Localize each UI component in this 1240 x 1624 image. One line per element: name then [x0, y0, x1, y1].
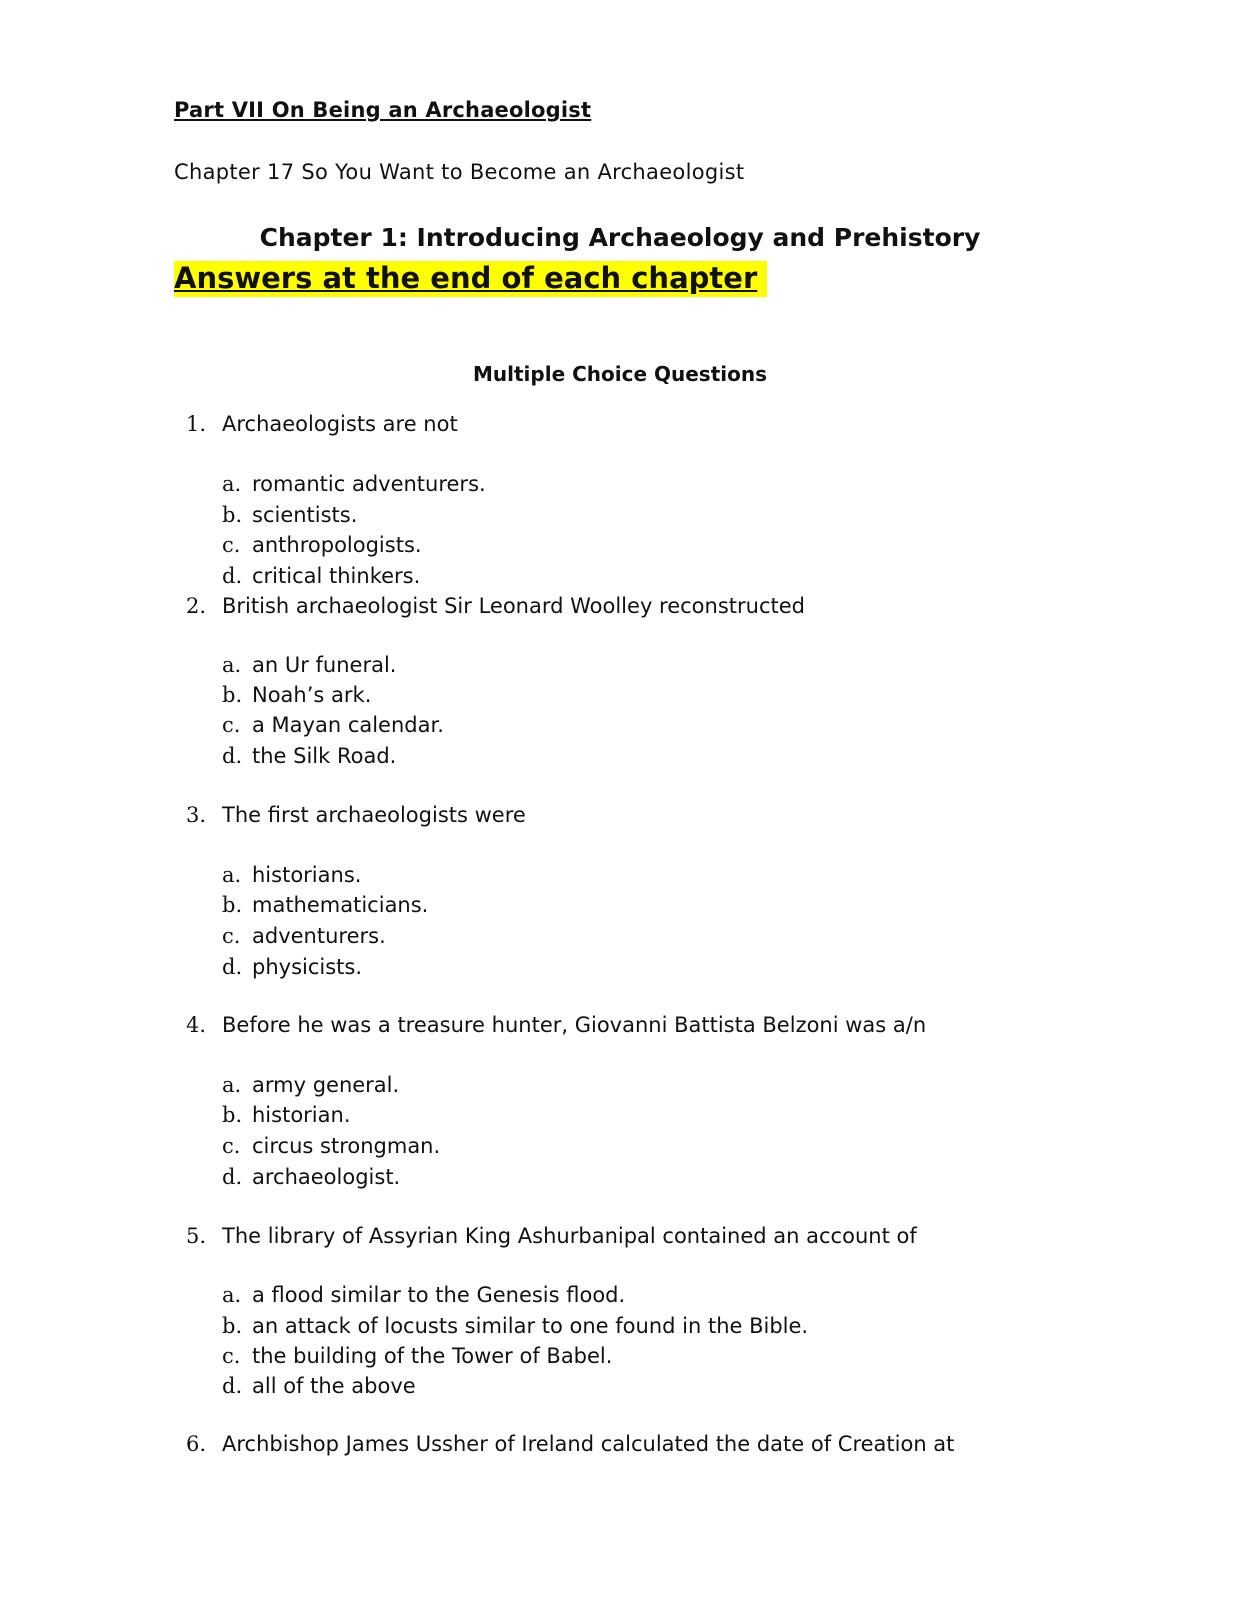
option-1d: [222, 564, 420, 588]
question-number: 5.: [186, 1224, 207, 1248]
option-text: scientists.: [252, 503, 358, 527]
question-text: Before he was a treasure hunter, Giovanni Battista Belzoni was a/n: [222, 1013, 927, 1037]
option-text: adventurers.: [252, 924, 386, 948]
option-letter: b.: [222, 1314, 243, 1338]
option-1a: [222, 472, 486, 496]
chapter-subtitle: Chapter 17 So You Want to Become an Archaeologist: [174, 160, 745, 184]
option-letter: d.: [222, 744, 243, 768]
option-text: the building of the Tower of Babel.: [252, 1344, 613, 1368]
option-text: army general.: [252, 1073, 400, 1097]
question-text: The library of Assyrian King Ashurbanipal contained an account of: [222, 1224, 917, 1248]
option-5c: [222, 1344, 612, 1368]
option-text: a Mayan calendar.: [252, 713, 444, 737]
option-letter: c.: [222, 924, 241, 948]
option-text: the Silk Road.: [252, 744, 397, 768]
question-1: [186, 412, 458, 436]
option-letter: c.: [222, 1344, 241, 1368]
option-letter: a.: [222, 1283, 242, 1307]
question-number: 2.: [186, 594, 207, 618]
option-text: mathematicians.: [252, 893, 429, 917]
question-text: Archaeologists are not: [222, 412, 458, 436]
option-letter: c.: [222, 533, 241, 557]
section-title: Multiple Choice Questions: [472, 362, 767, 386]
option-2a: [222, 653, 396, 677]
question-text: The first archaeologists were: [222, 803, 526, 827]
option-3a: [222, 863, 361, 887]
option-3d: [222, 955, 362, 979]
option-text: romantic adventurers.: [252, 472, 486, 496]
option-4a: [222, 1073, 399, 1097]
question-number: 6.: [186, 1432, 207, 1456]
option-3b: [222, 893, 428, 917]
part-title: Part VII On Being an Archaeologist: [174, 98, 592, 122]
option-letter: b.: [222, 893, 243, 917]
option-text: Noah’s ark.: [252, 683, 372, 707]
option-letter: c.: [222, 713, 241, 737]
option-letter: a.: [222, 653, 242, 677]
option-1b: [222, 503, 357, 527]
option-letter: b.: [222, 683, 243, 707]
option-text: anthropologists.: [252, 533, 422, 557]
question-number: 1.: [186, 412, 207, 436]
question-3: [186, 803, 526, 827]
option-letter: b.: [222, 1103, 243, 1127]
option-4b: [222, 1103, 351, 1127]
option-text: historians.: [252, 863, 362, 887]
question-4: [186, 1013, 926, 1037]
question-text: British archaeologist Sir Leonard Woolley reconstructed: [222, 594, 805, 618]
question-6: [186, 1432, 954, 1456]
option-text: a flood similar to the Genesis flood.: [252, 1283, 626, 1307]
option-text: circus strongman.: [252, 1134, 441, 1158]
option-text: critical thinkers.: [252, 564, 421, 588]
option-letter: d.: [222, 1165, 243, 1189]
option-2d: [222, 744, 396, 768]
option-2b: [222, 683, 371, 707]
option-letter: a.: [222, 1073, 242, 1097]
option-text: all of the above: [252, 1374, 416, 1398]
option-text: archaeologist.: [252, 1165, 401, 1189]
question-text: Archbishop James Ussher of Ireland calculated the date of Creation at: [222, 1432, 955, 1456]
option-text: an attack of locusts similar to one found in the Bible.: [252, 1314, 809, 1338]
option-letter: d.: [222, 564, 243, 588]
question-number: 4.: [186, 1013, 207, 1037]
option-3c: [222, 924, 386, 948]
option-5a: [222, 1283, 625, 1307]
option-4d: [222, 1165, 400, 1189]
option-text: physicists.: [252, 955, 363, 979]
chapter-heading: Chapter 1: Introducing Archaeology and Prehistory: [259, 223, 981, 252]
option-letter: c.: [222, 1134, 241, 1158]
option-letter: b.: [222, 503, 243, 527]
option-text: historian.: [252, 1103, 351, 1127]
question-2: [186, 594, 805, 618]
option-2c: [222, 713, 444, 737]
answers-note-highlighted: Answers at the end of each chapter: [174, 261, 767, 297]
option-letter: d.: [222, 1374, 243, 1398]
question-5: [186, 1224, 917, 1248]
option-5b: [222, 1314, 808, 1338]
option-1c: [222, 533, 422, 557]
option-letter: a.: [222, 863, 242, 887]
option-letter: a.: [222, 472, 242, 496]
option-5d: [222, 1374, 416, 1398]
option-letter: d.: [222, 955, 243, 979]
option-text: an Ur funeral.: [252, 653, 397, 677]
question-number: 3.: [186, 803, 207, 827]
option-4c: [222, 1134, 440, 1158]
